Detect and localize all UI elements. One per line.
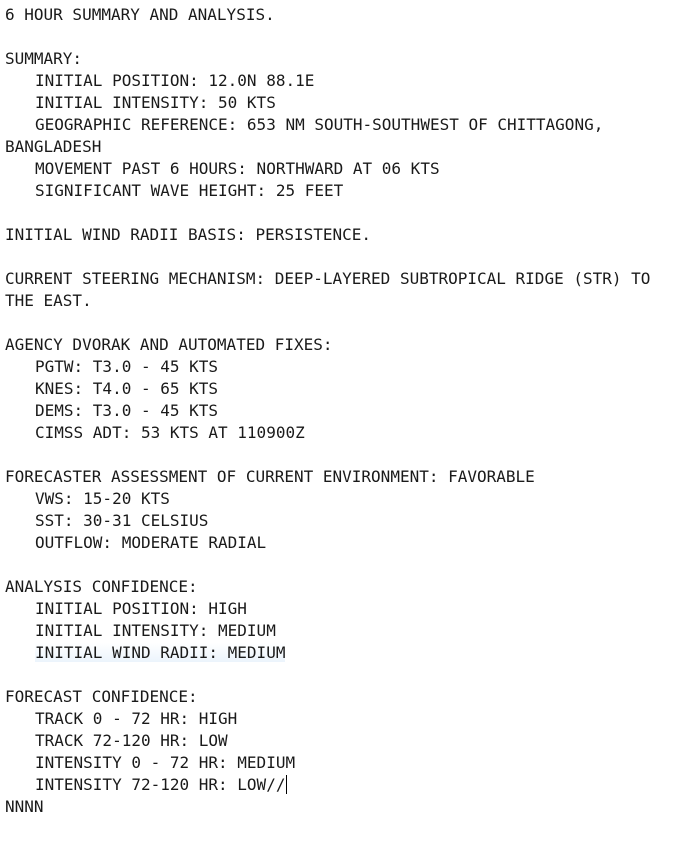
analysis-confidence-position: INITIAL POSITION: HIGH bbox=[35, 599, 247, 618]
environment-heading: FORECASTER ASSESSMENT OF CURRENT ENVIRONMENT: FAVORABLE bbox=[5, 467, 535, 486]
steering-mechanism-continued: THE EAST. bbox=[5, 291, 92, 310]
environment-sst: SST: 30-31 CELSIUS bbox=[35, 511, 209, 530]
summary-initial-position: INITIAL POSITION: 12.0N 88.1E bbox=[35, 71, 315, 90]
end-marker: NNNN bbox=[5, 797, 44, 816]
environment-vws: VWS: 15-20 KTS bbox=[35, 489, 170, 508]
summary-heading: SUMMARY: bbox=[5, 49, 83, 68]
fix-knes: KNES: T4.0 - 65 KTS bbox=[35, 379, 219, 398]
analysis-confidence-wind-radii bbox=[5, 642, 687, 664]
fix-dems: DEMS: T3.0 - 45 KTS bbox=[35, 401, 219, 420]
blank-line bbox=[5, 246, 687, 268]
steering-mechanism: CURRENT STEERING MECHANISM: DEEP-LAYERED SUBTROPICAL RIDGE (STR) TO bbox=[5, 269, 651, 288]
blank-line bbox=[5, 312, 687, 334]
fixes-heading: AGENCY DVORAK AND AUTOMATED FIXES: bbox=[5, 335, 333, 354]
environment-outflow: OUTFLOW: MODERATE RADIAL bbox=[35, 533, 267, 552]
forecast-confidence-intensity-72-120 bbox=[5, 774, 687, 796]
analysis-confidence-intensity: INITIAL INTENSITY: MEDIUM bbox=[35, 621, 276, 640]
summary-geographic-reference-continued: BANGLADESH bbox=[5, 137, 102, 156]
summary-geographic-reference: GEOGRAPHIC REFERENCE: 653 NM SOUTH-SOUTHWEST OF CHITTAGONG, bbox=[35, 115, 604, 134]
forecast-confidence-intensity-0-72: INTENSITY 0 - 72 HR: MEDIUM bbox=[35, 753, 296, 772]
forecast-confidence-track-72-120: TRACK 72-120 HR: LOW bbox=[35, 731, 228, 750]
blank-line bbox=[5, 444, 687, 466]
document-title: 6 HOUR SUMMARY AND ANALYSIS. bbox=[5, 5, 275, 24]
summary-movement: MOVEMENT PAST 6 HOURS: NORTHWARD AT 06 KTS bbox=[35, 159, 440, 178]
forecast-confidence-heading: FORECAST CONFIDENCE: bbox=[5, 687, 198, 706]
wind-radii-basis: INITIAL WIND RADII BASIS: PERSISTENCE. bbox=[5, 225, 372, 244]
forecast-confidence-intensity-72-120-text: INTENSITY 72-120 HR: LOW// bbox=[35, 775, 286, 794]
forecast-confidence-track-0-72: TRACK 0 - 72 HR: HIGH bbox=[35, 709, 238, 728]
fix-cimss-adt: CIMSS ADT: 53 KTS AT 110900Z bbox=[35, 423, 305, 442]
fix-pgtw: PGTW: T3.0 - 45 KTS bbox=[35, 357, 219, 376]
summary-initial-intensity: INITIAL INTENSITY: 50 KTS bbox=[35, 93, 276, 112]
blank-line bbox=[5, 554, 687, 576]
document-text-area[interactable] bbox=[5, 4, 687, 818]
text-cursor bbox=[286, 775, 287, 794]
analysis-confidence-wind-radii-text: INITIAL WIND RADII: MEDIUM bbox=[35, 643, 286, 662]
analysis-confidence-heading: ANALYSIS CONFIDENCE: bbox=[5, 577, 198, 596]
blank-line bbox=[5, 202, 687, 224]
summary-wave-height: SIGNIFICANT WAVE HEIGHT: 25 FEET bbox=[35, 181, 344, 200]
blank-line bbox=[5, 664, 687, 686]
blank-line bbox=[5, 26, 687, 48]
